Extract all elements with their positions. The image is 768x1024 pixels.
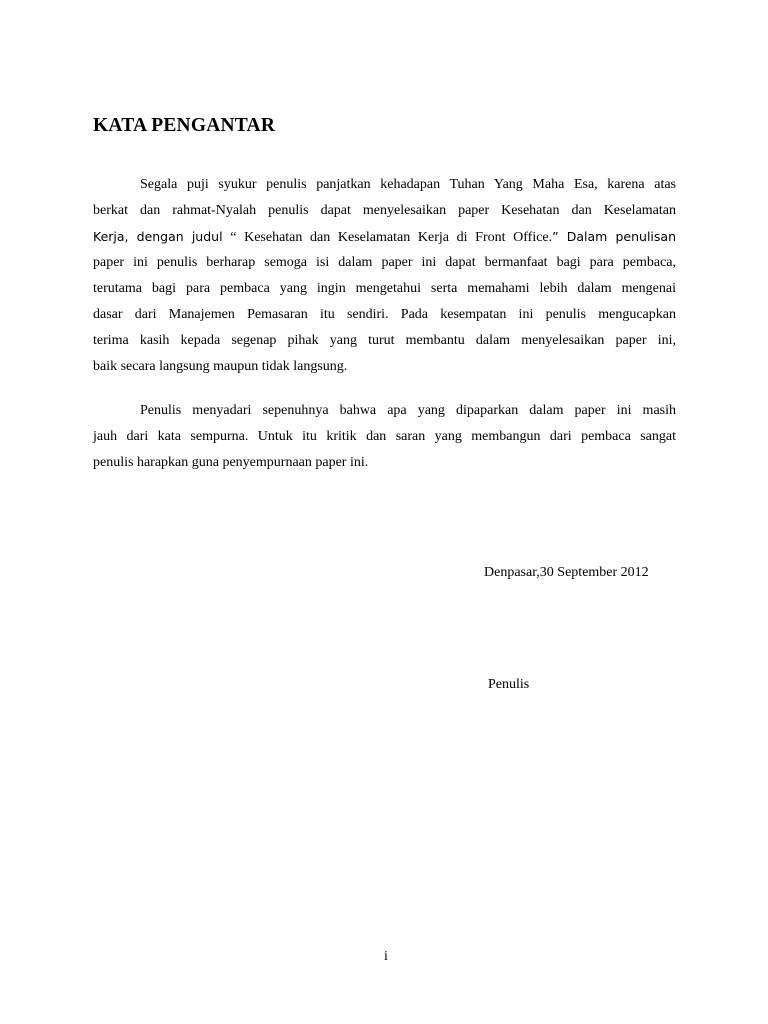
paragraph-line: paper ini penulis berharap semoga isi dalam paper ini dapat bermanfaat bagi para pembaca, bbox=[93, 255, 676, 270]
paragraph-line: jauh dari kata sempurna. Untuk itu kritik dan saran yang membangun dari pembaca sangat bbox=[93, 429, 676, 444]
page-number: i bbox=[384, 949, 388, 964]
line-segment: ” Dalam penulisan bbox=[552, 229, 676, 244]
paragraph-closing bbox=[93, 398, 676, 476]
paragraph-line-last: penulis harapkan guna penyempurnaan paper ini. bbox=[93, 455, 369, 470]
line-segment: “ Kesehatan dan Keselamatan Kerja di Front Office. bbox=[222, 230, 553, 245]
paragraph-intro bbox=[93, 172, 676, 380]
paragraph-line: berkat dan rahmat-Nyalah penulis dapat menyelesaikan paper Kesehatan dan Keselamatan bbox=[93, 203, 676, 218]
page-title: KATA PENGANTAR bbox=[93, 115, 276, 136]
paragraph-line: terima kasih kepada segenap pihak yang turut membantu dalam menyelesaikan paper ini, bbox=[93, 333, 676, 348]
line-segment: Kerja, dengan judul bbox=[93, 229, 223, 244]
paragraph-line: dasar dari Manajemen Pemasaran itu sendiri. Pada kesempatan ini penulis mengucapkan bbox=[93, 307, 676, 322]
place-date: Denpasar,30 September 2012 bbox=[484, 565, 649, 580]
paragraph-line: terutama bagi para pembaca yang ingin mengetahui serta memahami lebih dalam mengenai bbox=[93, 281, 676, 296]
paragraph-line-mixed bbox=[93, 224, 676, 250]
paragraph-line: Penulis menyadari sepenuhnya bahwa apa yang dipaparkan dalam paper ini masih bbox=[140, 403, 676, 418]
paragraph-line: Segala puji syukur penulis panjatkan kehadapan Tuhan Yang Maha Esa, karena atas bbox=[140, 177, 676, 192]
author-signature: Penulis bbox=[488, 677, 530, 692]
paragraph-line-last: baik secara langsung maupun tidak langsung. bbox=[93, 359, 348, 374]
